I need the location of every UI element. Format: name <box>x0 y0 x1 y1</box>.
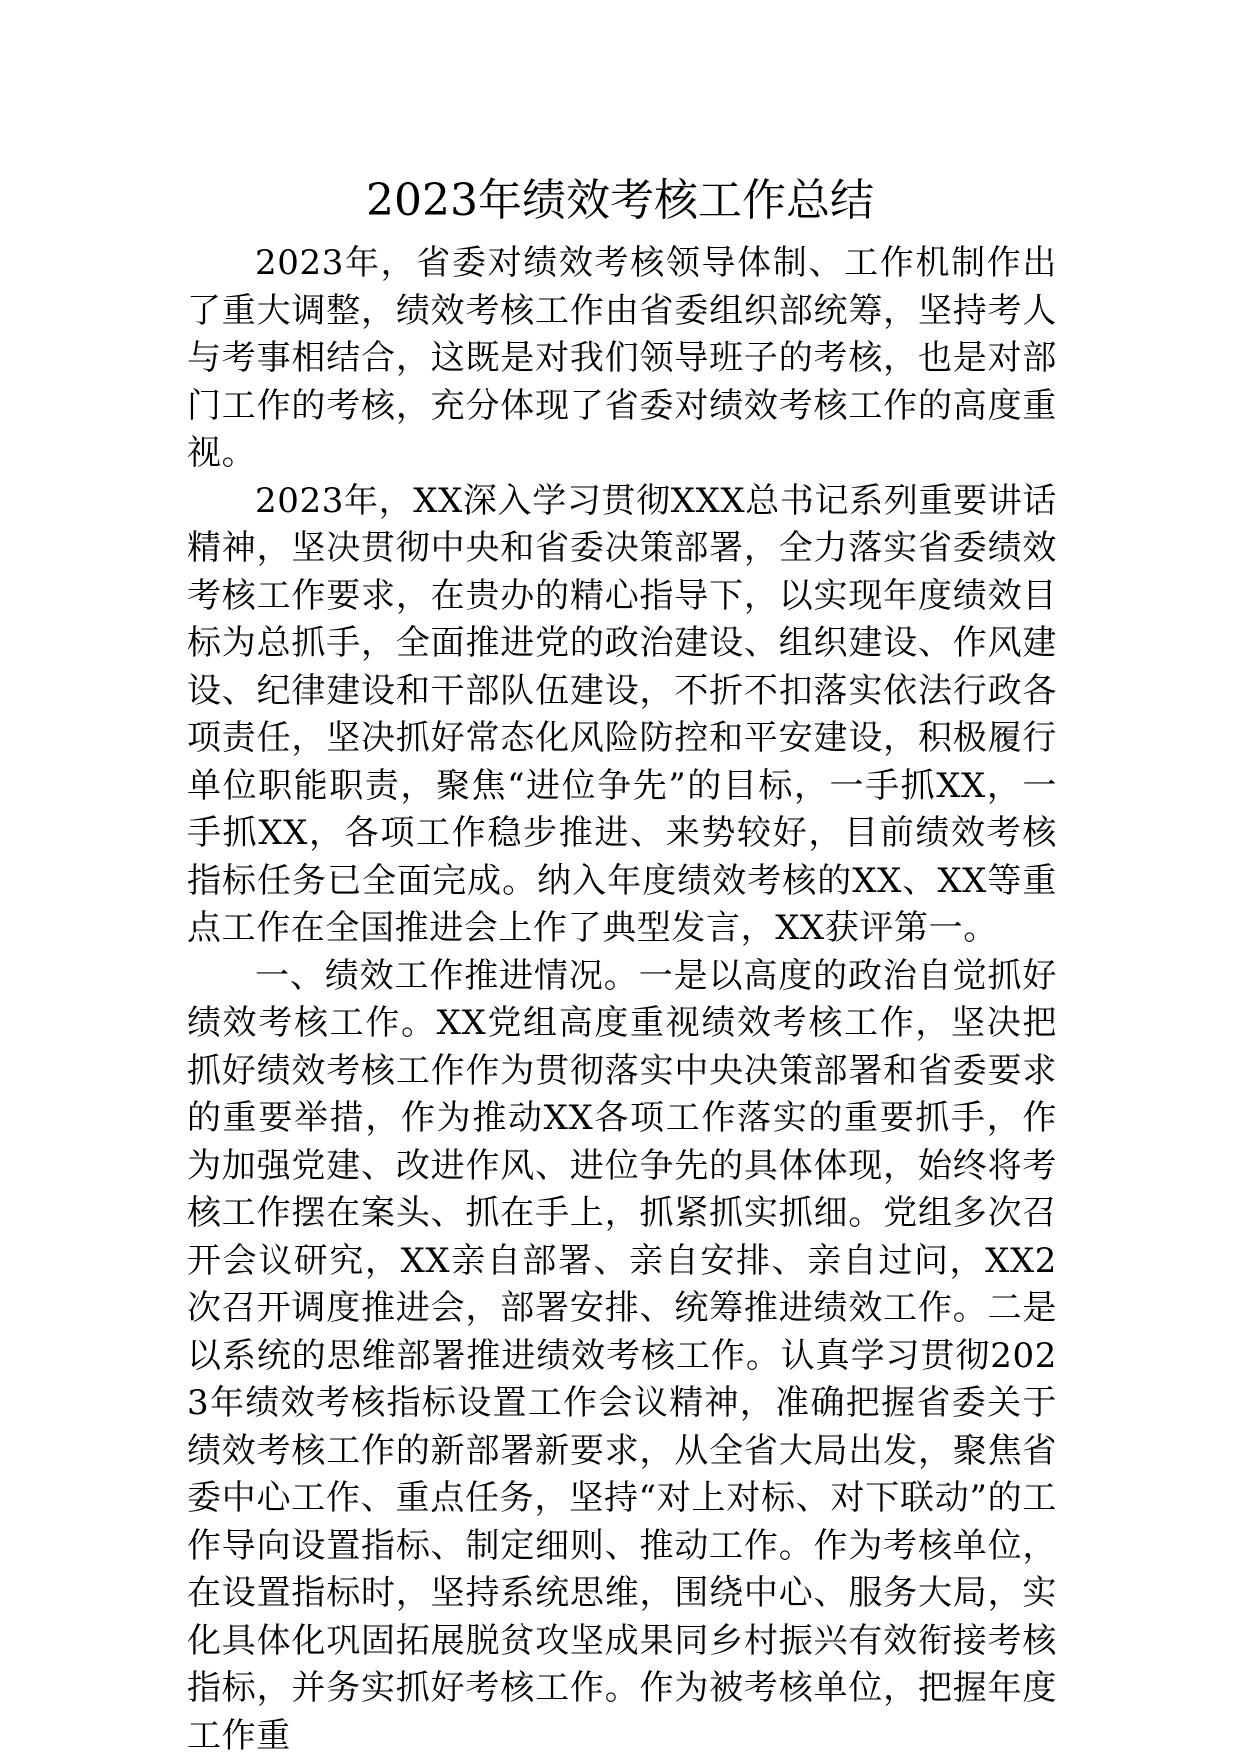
document-title: 2023年绩效考核工作总结 <box>0 166 1240 236</box>
paragraph-overview: 2023年，XX深入学习贯彻XXX总书记系列重要讲话精神，坚决贯彻中央和省委决策部署，全力落实省委绩效考核工作要求，在贵办的精心指导下，以实现年度绩效目标为总抓手，全面推进党的政治建设、组织建设、作风建设、纪律建设和干部队伍建设，不折不扣落实依法行政各项责任，坚决抓好常态化风险防控和平安建设，积极履行单位职能职责，聚焦“进位争先”的目标，一手抓XX，一手抓XX，各项工作稳步推进、来势较好，目前绩效考核指标任务已全面完成。纳入年度绩效考核的XX、XX等重点工作在全国推进会上作了典型发言，XX获评第一。 <box>187 478 1057 953</box>
document-body <box>187 240 1057 1760</box>
paragraph-intro: 2023年，省委对绩效考核领导体制、工作机制作出了重大调整，绩效考核工作由省委组织部统筹，坚持考人与考事相结合，这既是对我们领导班子的考核，也是对部门工作的考核，充分体现了省委对绩效考核工作的高度重视。 <box>187 240 1057 478</box>
paragraph-section-one: 一、绩效工作推进情况。一是以高度的政治自觉抓好绩效考核工作。XX党组高度重视绩效考核工作，坚决把抓好绩效考核工作作为贯彻落实中央决策部署和省委要求的重要举措，作为推动XX各项工作落实的重要抓手，作为加强党建、改进作风、进位争先的具体体现，始终将考核工作摆在案头、抓在手上，抓紧抓实抓细。党组多次召开会议研究，XX亲自部署、亲自安排、亲自过问，XX2次召开调度推进会，部署安排、统筹推进绩效工作。二是以系统的思维部署推进绩效考核工作。认真学习贯彻2023年绩效考核指标设置工作会议精神，准确把握省委关于绩效考核工作的新部署新要求，从全省大局出发，聚焦省委中心工作、重点任务，坚持“对上对标、对下联动”的工作导向设置指标、制定细则、推动工作。作为考核单位，在设置指标时，坚持系统思维，围绕中心、服务大局，实化具体化巩固拓展脱贫攻坚成果同乡村振兴有效衔接考核指标，并务实抓好考核工作。作为被考核单位，把握年度工作重 <box>187 953 1057 1760</box>
